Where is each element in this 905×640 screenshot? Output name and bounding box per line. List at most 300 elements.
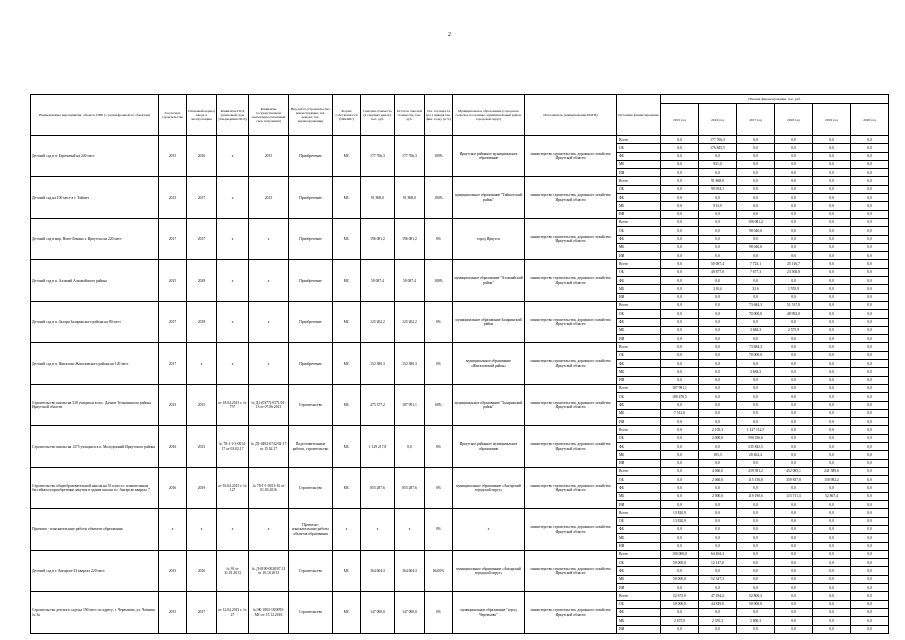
funding-value-cell: 0,0 [737, 567, 775, 575]
psd-cell: х [217, 218, 249, 259]
funding-value-cell: 0,0 [699, 252, 737, 260]
funding-value-cell: 0,0 [851, 476, 889, 484]
funding-value-cell: 0,0 [775, 252, 813, 260]
funding-source-cell: МБ [617, 285, 661, 293]
funding-value-cell: 0,0 [775, 343, 813, 351]
psd-cell: х [217, 136, 249, 177]
funding-value-cell: 0,0 [775, 442, 813, 450]
funding-value-cell: 0,0 [775, 418, 813, 426]
funding-value-cell: 0,0 [775, 542, 813, 550]
funding-value-cell: 0,0 [813, 368, 851, 376]
funding-value-cell: 0,0 [813, 268, 851, 276]
funding-source-cell: Всего [617, 426, 661, 434]
header-funding-group: Объемы финансирования, тыс. руб. [661, 95, 889, 104]
funding-value-cell: 0,0 [699, 335, 737, 343]
funding-value-cell: 105,3 [699, 451, 737, 459]
expertise-cell: №ЭК-1803-18/0095-МС от 15.12.2016 [249, 592, 289, 633]
executor-cell: министерство строительства, дорожного хозяйства Иркутской области [525, 426, 617, 467]
estimated-cost-cell: 177 766,3 [361, 136, 395, 177]
funding-value-cell: 0,0 [737, 177, 775, 185]
funding-value-cell: 0,0 [851, 136, 889, 144]
executor-cell: министерство строительства, дорожного хозяйства Иркутской области [525, 467, 617, 508]
funding-value-cell: 13 820,9 [661, 517, 699, 525]
funding-value-cell: 0,0 [661, 368, 699, 376]
funding-value-cell: 0,0 [775, 567, 813, 575]
funding-value-cell: 0,0 [851, 459, 889, 467]
header-year-2015: 2015 год [661, 104, 699, 136]
funding-value-cell: 158 982,2 [813, 476, 851, 484]
header-work-type: Вид работ (строительство, реконструкция, тех. ремонт, тех. перевооружение) [289, 95, 333, 136]
funding-value-cell: 0,0 [775, 534, 813, 542]
funding-value-cell: 0,0 [737, 608, 775, 616]
funding-source-cell: ИИ [617, 210, 661, 218]
table-row [31, 592, 889, 600]
funding-value-cell: 0,0 [775, 351, 813, 359]
funding-value-cell: 0,0 [699, 227, 737, 235]
funding-source-cell: ОБ [617, 476, 661, 484]
funding-value-cell: 50 000,0 [661, 575, 699, 583]
funding-value-cell: 0,0 [737, 534, 775, 542]
funding-value-cell: 0,0 [813, 501, 851, 509]
funding-value-cell: 0,0 [851, 160, 889, 168]
ownership-cell: МС [333, 301, 361, 342]
psd-cell: х [217, 177, 249, 218]
funding-value-cell: 0,0 [699, 501, 737, 509]
header-remaining: Остаток сметной стоимости, тыс. руб. [395, 95, 425, 136]
funding-value-cell: 0,0 [699, 360, 737, 368]
funding-value-cell: 0,0 [775, 318, 813, 326]
funding-source-cell: ИИ [617, 169, 661, 177]
table-row [31, 509, 889, 517]
funding-value-cell: 0,0 [851, 534, 889, 542]
funding-value-cell: 0,0 [813, 301, 851, 309]
ownership-cell: МС [333, 218, 361, 259]
municipality-cell: Иркутское районное муниципальное образование [453, 136, 525, 177]
funding-value-cell: 0,0 [813, 426, 851, 434]
funding-value-cell: 64 494,3 [699, 550, 737, 558]
funding-value-cell: 0,0 [661, 268, 699, 276]
commission-year-cell: 2017 [187, 218, 217, 259]
funding-value-cell: 0,0 [851, 326, 889, 334]
funding-value-cell: 177 766,3 [699, 136, 737, 144]
project-name-cell: Строительство детского сада на 190 мест по адресу: г. Черемхово, ул. Чапаева, № 3а [31, 592, 159, 633]
funding-value-cell: 0,0 [737, 335, 775, 343]
project-name-cell: Детский сад на 100 мест в г. Тайшет [31, 177, 159, 218]
funding-source-cell: Всего [617, 467, 661, 475]
remaining-cost-cell: 50 087,4 [395, 260, 425, 301]
funding-value-cell: 0,0 [737, 393, 775, 401]
funding-value-cell: 0,0 [661, 185, 699, 193]
funding-value-cell: 241 589,6 [813, 467, 851, 475]
funding-value-cell: 913,9 [699, 202, 737, 210]
funding-value-cell: 0,0 [851, 567, 889, 575]
funding-value-cell: 0,0 [699, 525, 737, 533]
executor-cell: министерство строительства, дорожного хозяйства Иркутской области [525, 592, 617, 633]
ownership-cell: МС [333, 177, 361, 218]
estimated-cost-cell: 196 081,2 [361, 218, 395, 259]
funding-value-cell: 0,0 [737, 152, 775, 160]
funding-value-cell: 2 060,0 [699, 476, 737, 484]
funding-value-cell: 0,0 [775, 185, 813, 193]
funding-value-cell: 0,0 [813, 260, 851, 268]
funding-value-cell: 0,0 [813, 235, 851, 243]
funding-value-cell: 0,0 [737, 401, 775, 409]
project-name-cell: Проектно - изыскательские работы объектов образования [31, 509, 159, 550]
commission-year-cell: 2018 [187, 301, 217, 342]
funding-value-cell: 0,0 [699, 442, 737, 450]
funding-value-cell: 0,0 [737, 160, 775, 168]
funding-value-cell: 0,0 [737, 318, 775, 326]
funding-value-cell: 0,0 [661, 525, 699, 533]
funding-source-cell: ИИ [617, 376, 661, 384]
funding-source-cell: ФБ [617, 235, 661, 243]
funding-source-cell: ИИ [617, 542, 661, 550]
commission-year-cell: 2016 [187, 550, 217, 591]
funding-value-cell: 0,0 [661, 542, 699, 550]
funding-source-cell: ОБ [617, 600, 661, 608]
header-commission: Плановый период ввода в эксплуатацию [187, 95, 217, 136]
expertise-cell: № Д1-(0377)-0571/01-13 от 07.06.2013 [249, 384, 289, 425]
funding-value-cell: 2 000,0 [699, 492, 737, 500]
funding-value-cell: 0,0 [661, 335, 699, 343]
funding-value-cell: 0,0 [851, 542, 889, 550]
funding-value-cell: 0,0 [661, 160, 699, 168]
funding-value-cell: 0,0 [851, 227, 889, 235]
funding-value-cell: 0,0 [775, 160, 813, 168]
funding-value-cell: 0,0 [851, 525, 889, 533]
executor-cell: министерство строительства, дорожного хозяйства Иркутской области [525, 218, 617, 259]
funding-value-cell: 0,0 [775, 559, 813, 567]
funding-value-cell: 0,0 [813, 517, 851, 525]
funding-value-cell: 0,0 [737, 376, 775, 384]
funding-value-cell: 0,0 [851, 559, 889, 567]
funding-value-cell: 0,0 [813, 152, 851, 160]
funding-value-cell: 0,0 [737, 459, 775, 467]
funding-value-cell: 0,0 [661, 210, 699, 218]
psd-cell: № 78-1-1-3-0014-17 от 03.02.17 [217, 426, 249, 467]
commission-year-cell: 2016 [187, 136, 217, 177]
funding-value-cell: 0,0 [661, 351, 699, 359]
project-name-cell: Строительство общеобразовательной школы на 33 класса с плавательным бассейном и приобретение закупок в здание школы в г. Ангарске квартал 7 [31, 467, 159, 508]
header-est-cost: Сметная стоимость (в текущих ценах), тыс. руб. [361, 95, 395, 136]
funding-source-cell: Всего [617, 550, 661, 558]
funding-value-cell: 0,0 [699, 326, 737, 334]
funding-value-cell: 0,0 [813, 210, 851, 218]
funding-value-cell: 48 992,0 [775, 310, 813, 318]
funding-source-cell: ФБ [617, 567, 661, 575]
funding-source-cell: ФБ [617, 442, 661, 450]
municipality-cell: х [453, 509, 525, 550]
expertise-cell: № 78-1-1-0013-16 от 01.03.2016 [249, 467, 289, 508]
funding-value-cell: 0,0 [737, 277, 775, 285]
investment-table-container [30, 94, 886, 634]
expertise-cell: 2015 [249, 177, 289, 218]
funding-value-cell: 0,0 [813, 194, 851, 202]
start-year-cell: 2015 [159, 592, 187, 633]
funding-value-cell: 0,0 [775, 202, 813, 210]
header-psd: Реквизиты ПСД (плановый срок утверждения ПСД) [217, 95, 249, 136]
funding-source-cell: ИИ [617, 335, 661, 343]
funding-value-cell: 0,0 [775, 625, 813, 633]
table-row [31, 136, 889, 144]
funding-value-cell: 0,0 [661, 492, 699, 500]
funding-value-cell: 44 829,0 [699, 600, 737, 608]
funding-value-cell: 0,0 [851, 152, 889, 160]
funding-value-cell: 0,0 [813, 252, 851, 260]
funding-value-cell: 359 837,8 [775, 476, 813, 484]
table-row [31, 218, 889, 226]
funding-value-cell: 0,0 [699, 376, 737, 384]
funding-source-cell: ИИ [617, 418, 661, 426]
page-number: 2 [448, 32, 451, 38]
header-name: Наименование мероприятия, объекта, ППР (с расшифровкой по объектам) [31, 95, 159, 136]
start-year-cell: 2017 [159, 301, 187, 342]
funding-source-cell: ОБ [617, 559, 661, 567]
funding-value-cell: 0,0 [813, 584, 851, 592]
commission-year-cell: 2015 [187, 384, 217, 425]
expertise-cell: № Д-0190-0028/07.13 от 10.10.2013 [249, 550, 289, 591]
funding-value-cell: 23 560,8 [775, 268, 813, 276]
funding-value-cell: 0,0 [851, 252, 889, 260]
funding-value-cell: 176 845,5 [699, 144, 737, 152]
funding-value-cell: 0,0 [851, 351, 889, 359]
funding-source-cell: ФБ [617, 194, 661, 202]
funding-value-cell: 0,0 [737, 144, 775, 152]
funding-value-cell: 50 087,4 [699, 260, 737, 268]
funding-value-cell: 0,0 [813, 459, 851, 467]
funding-value-cell: 0,0 [737, 542, 775, 550]
funding-value-cell: 0,0 [699, 509, 737, 517]
remaining-cost-cell: 125 202,2 [395, 301, 425, 342]
commission-year-cell: х [187, 509, 217, 550]
funding-value-cell: 0,0 [813, 434, 851, 442]
funding-value-cell: 0,0 [661, 293, 699, 301]
funding-value-cell: 0,0 [851, 343, 889, 351]
funding-value-cell: 0,0 [851, 501, 889, 509]
funding-value-cell: 452 085,1 [775, 467, 813, 475]
funding-value-cell: 0,0 [661, 418, 699, 426]
municipality-cell: муниципальное образование "Заларинский район" [453, 384, 525, 425]
funding-value-cell: 0,0 [851, 235, 889, 243]
funding-value-cell: 0,0 [737, 625, 775, 633]
funding-value-cell: 0,0 [699, 459, 737, 467]
funding-value-cell: 0,0 [775, 368, 813, 376]
municipality-cell: муниципальное образование "город Черемхово" [453, 592, 525, 633]
psd-cell: № 91 от 31.01.2013 [217, 550, 249, 591]
funding-source-cell: МБ [617, 575, 661, 583]
remaining-cost-cell: 152 380,3 [395, 343, 425, 384]
funding-value-cell: 47 184,2 [699, 592, 737, 600]
funding-source-cell: МБ [617, 243, 661, 251]
funding-value-cell: 0,0 [775, 608, 813, 616]
funding-value-cell: 535 845,5 [737, 442, 775, 450]
start-year-cell: 2016 [159, 426, 187, 467]
funding-value-cell: 25 116,7 [775, 260, 813, 268]
funding-value-cell: 0,0 [851, 509, 889, 517]
funding-value-cell: 0,0 [851, 592, 889, 600]
municipality-cell: муниципальное образование «Ангарский городской округ» [453, 467, 525, 508]
funding-value-cell: 0,0 [661, 625, 699, 633]
estimated-cost-cell: 125 202,2 [361, 301, 395, 342]
ownership-cell: МС [333, 136, 361, 177]
funding-source-cell: Всего [617, 260, 661, 268]
municipality-cell: муниципальное образование «Жигаловский район» [453, 343, 525, 384]
funding-value-cell: 0,0 [661, 442, 699, 450]
funding-value-cell: 100 000,0 [661, 550, 699, 558]
ownership-cell: х [333, 509, 361, 550]
funding-value-cell: 0,0 [661, 467, 699, 475]
funding-value-cell: 0,0 [737, 517, 775, 525]
funding-value-cell: 0,0 [851, 285, 889, 293]
funding-value-cell: 0,0 [775, 517, 813, 525]
funding-value-cell: 0,0 [775, 525, 813, 533]
funding-value-cell: 0,0 [813, 136, 851, 144]
funding-value-cell: 0,0 [775, 509, 813, 517]
funding-value-cell: 0,0 [851, 384, 889, 392]
funding-value-cell: 0,0 [851, 277, 889, 285]
funding-value-cell: 0,0 [661, 310, 699, 318]
funding-value-cell: 0,0 [699, 409, 737, 417]
funding-value-cell: 0,0 [661, 426, 699, 434]
funding-value-cell: 0,0 [661, 218, 699, 226]
readiness-cell: 0% [425, 509, 453, 550]
ownership-cell: МС [333, 592, 361, 633]
funding-value-cell: 196 081,2 [737, 218, 775, 226]
funding-source-cell: Всего [617, 592, 661, 600]
funding-value-cell: 0,0 [851, 393, 889, 401]
funding-value-cell: 51 517,9 [775, 301, 813, 309]
funding-value-cell: 0,0 [775, 484, 813, 492]
funding-value-cell: 0,0 [737, 185, 775, 193]
funding-value-cell: 0,0 [813, 227, 851, 235]
header-ownership: Форма собственности (ОКОФС) [333, 95, 361, 136]
funding-source-cell: ИИ [617, 501, 661, 509]
table-row [31, 301, 889, 309]
expertise-cell: х [249, 301, 289, 342]
remaining-cost-cell: 187 991,1 [395, 384, 425, 425]
commission-year-cell: 2017 [187, 592, 217, 633]
funding-value-cell: 0,0 [851, 218, 889, 226]
funding-value-cell: 0,0 [737, 559, 775, 567]
readiness-cell: 0% [425, 343, 453, 384]
funding-value-cell: 0,0 [813, 177, 851, 185]
estimated-cost-cell: 152 380,3 [361, 343, 395, 384]
funding-value-cell: 0,0 [813, 442, 851, 450]
project-name-cell: Строительство школы на 520 учащихся в пос. Дачное Тельминского района Иркутской области [31, 384, 159, 425]
funding-value-cell: 0,0 [813, 608, 851, 616]
funding-value-cell: 0,0 [661, 194, 699, 202]
funding-source-cell: МБ [617, 492, 661, 500]
funding-value-cell: 187 991,1 [661, 384, 699, 392]
funding-source-cell: ОБ [617, 227, 661, 235]
funding-source-cell: МБ [617, 202, 661, 210]
estimated-cost-cell: 50 087,4 [361, 260, 395, 301]
funding-value-cell: 70 000,0 [737, 310, 775, 318]
funding-value-cell: 0,0 [699, 368, 737, 376]
funding-value-cell: 0,0 [851, 575, 889, 583]
funding-value-cell: 0,0 [775, 177, 813, 185]
funding-value-cell: 0,0 [661, 318, 699, 326]
ownership-cell: МС [333, 426, 361, 467]
funding-value-cell: 0,0 [813, 384, 851, 392]
commission-year-cell: х [187, 343, 217, 384]
funding-source-cell: ФБ [617, 277, 661, 285]
funding-value-cell: 0,0 [661, 136, 699, 144]
funding-value-cell: 0,0 [813, 451, 851, 459]
funding-value-cell: 0,0 [813, 550, 851, 558]
funding-source-cell: ФБ [617, 360, 661, 368]
funding-value-cell: 0,0 [813, 218, 851, 226]
executor-cell: министерство строительства, дорожного хозяйства Иркутской области [525, 550, 617, 591]
funding-value-cell: 590 356,6 [737, 434, 775, 442]
funding-value-cell: 0,0 [851, 434, 889, 442]
header-year-2016: 2016 год [699, 104, 737, 136]
funding-value-cell: 0,0 [813, 418, 851, 426]
funding-value-cell: 0,0 [661, 584, 699, 592]
work-type-cell: Строительство [289, 467, 333, 508]
readiness-cell: 0% [425, 426, 453, 467]
funding-source-cell: МБ [617, 326, 661, 334]
funding-value-cell: 0,0 [661, 608, 699, 616]
funding-value-cell: 0,0 [737, 409, 775, 417]
funding-source-cell: ФБ [617, 484, 661, 492]
funding-value-cell: 0,0 [813, 160, 851, 168]
work-type-cell: Строительство [289, 384, 333, 425]
work-type-cell: Приобретение [289, 301, 333, 342]
executor-cell: министерство строительства, дорожного хозяйства Иркутской области [525, 136, 617, 177]
funding-value-cell: 0,0 [699, 318, 737, 326]
funding-value-cell: 0,0 [699, 393, 737, 401]
start-year-cell: 2013 [159, 384, 187, 425]
funding-value-cell: 0,0 [661, 285, 699, 293]
header-year-2018: 2018 год [775, 104, 813, 136]
funding-value-cell: 0,0 [813, 185, 851, 193]
funding-source-cell: ОБ [617, 144, 661, 152]
funding-value-cell: 0,0 [775, 426, 813, 434]
funding-source-cell: Всего [617, 177, 661, 185]
funding-value-cell: 0,0 [661, 459, 699, 467]
funding-source-cell: Всего [617, 343, 661, 351]
funding-value-cell: 0,0 [851, 467, 889, 475]
funding-value-cell: 0,0 [851, 451, 889, 459]
funding-value-cell: 52 800,3 [737, 592, 775, 600]
funding-value-cell: 0,0 [737, 525, 775, 533]
funding-value-cell: 0,0 [851, 260, 889, 268]
funding-value-cell: 0,0 [699, 310, 737, 318]
funding-value-cell: 0,0 [813, 326, 851, 334]
funding-value-cell: 0,0 [851, 401, 889, 409]
ownership-cell: МС [333, 467, 361, 508]
funding-source-cell: Всего [617, 136, 661, 144]
funding-value-cell: 0,0 [813, 625, 851, 633]
estimated-cost-cell: 1 129 217,8 [361, 426, 395, 467]
funding-value-cell: 0,0 [775, 136, 813, 144]
funding-value-cell: 0,0 [699, 351, 737, 359]
funding-value-cell: 0,0 [699, 277, 737, 285]
funding-value-cell: 0,0 [775, 194, 813, 202]
funding-value-cell: 7 677,3 [737, 268, 775, 276]
start-year-cell: 2017 [159, 218, 187, 259]
funding-source-cell: ИИ [617, 252, 661, 260]
funding-value-cell: 0,0 [813, 592, 851, 600]
funding-source-cell: ОБ [617, 393, 661, 401]
funding-value-cell: 0,0 [851, 194, 889, 202]
funding-value-cell: 0,0 [851, 426, 889, 434]
funding-value-cell: 0,0 [699, 384, 737, 392]
funding-value-cell: 0,0 [737, 575, 775, 583]
funding-value-cell: 0,0 [699, 418, 737, 426]
funding-source-cell: ИИ [617, 293, 661, 301]
